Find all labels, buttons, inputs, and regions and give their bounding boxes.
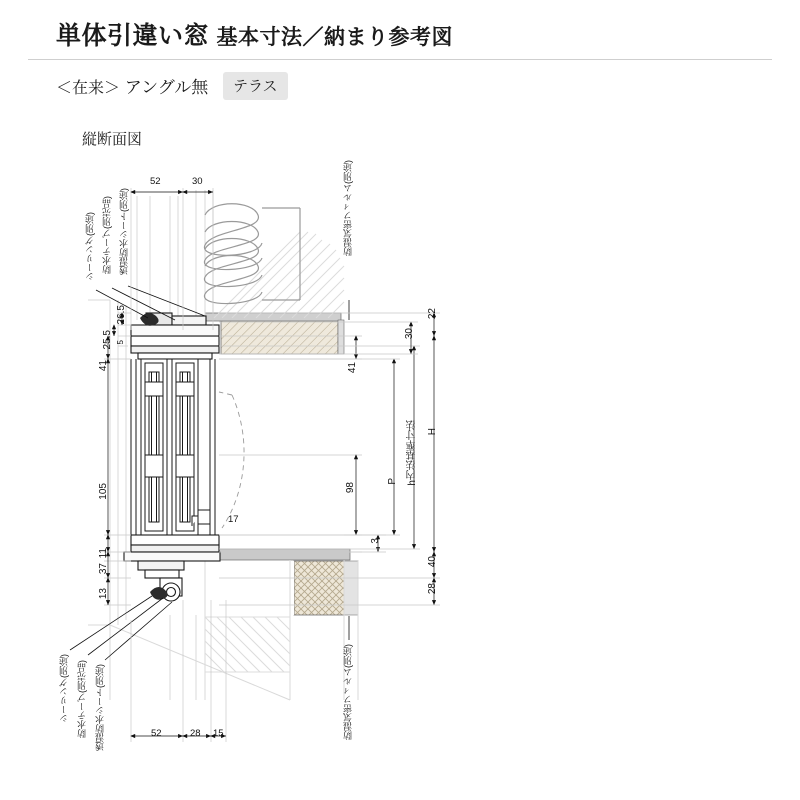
spec-text: アングル無 bbox=[124, 78, 209, 97]
dim-bottom-52: 52 bbox=[151, 728, 162, 739]
callout-bottom-waterproof-tape: 防水テープ(別売品) bbox=[77, 660, 87, 738]
dim-right-30: 30 bbox=[404, 328, 415, 340]
dim-right-22: 22 bbox=[427, 308, 438, 320]
page-title-main: 単体引違い窓 bbox=[56, 22, 210, 50]
callout-top-waterproof-tape: 防水テープ(別売品) bbox=[102, 196, 112, 274]
dim-left-11: 11 bbox=[98, 548, 109, 559]
dim-left-105: 105 bbox=[98, 483, 109, 500]
dim-left-41: 41 bbox=[98, 360, 109, 372]
page-title-sub: 基本寸法／納まり参考図 bbox=[216, 26, 453, 49]
dim-bottom-15: 15 bbox=[213, 728, 224, 739]
dim-top-30: 30 bbox=[192, 176, 203, 187]
dim-right-28: 28 bbox=[427, 583, 438, 595]
dim-left-13: 13 bbox=[98, 588, 109, 600]
callout-top-sealing: シーリング(別途) bbox=[85, 212, 95, 281]
dim-inner-98: 98 bbox=[345, 482, 356, 494]
dim-bottom-28: 28 bbox=[190, 728, 201, 739]
spec-prefix: ＜在来＞ bbox=[56, 80, 121, 97]
dim-right-h-basis: h内法基準寸法 bbox=[407, 420, 418, 486]
callout-top-breathable-sheet: 透湿防水シート(別途) bbox=[119, 188, 129, 275]
dim-left-25-5: 25.5 bbox=[102, 330, 113, 350]
dim-top-52: 52 bbox=[150, 176, 161, 187]
type-chip: テラス bbox=[223, 72, 288, 100]
section-label: 縦断面図 bbox=[82, 131, 143, 148]
callout-bottom-sealing: シーリング(別途) bbox=[59, 654, 69, 723]
dim-inner-41: 41 bbox=[347, 362, 358, 374]
dim-right-40: 40 bbox=[427, 556, 438, 568]
dim-left-26-5: 26.5 bbox=[116, 305, 127, 325]
dim-inner-3: 3 bbox=[370, 538, 381, 544]
dim-left-37: 37 bbox=[98, 563, 109, 575]
dim-right-H: H bbox=[427, 428, 438, 436]
dim-detail-17: 17 bbox=[228, 514, 239, 525]
dim-left-5: 5 bbox=[116, 340, 125, 345]
callout-top-vapor-film: 防湿気密フィルム(別途) bbox=[343, 160, 353, 256]
dim-right-P: P bbox=[387, 478, 398, 485]
callout-bottom-breathable-sheet: 透湿防水シート(別途) bbox=[95, 664, 105, 751]
callout-bottom-vapor-film: 防湿気密フィルム(別途) bbox=[343, 644, 353, 740]
